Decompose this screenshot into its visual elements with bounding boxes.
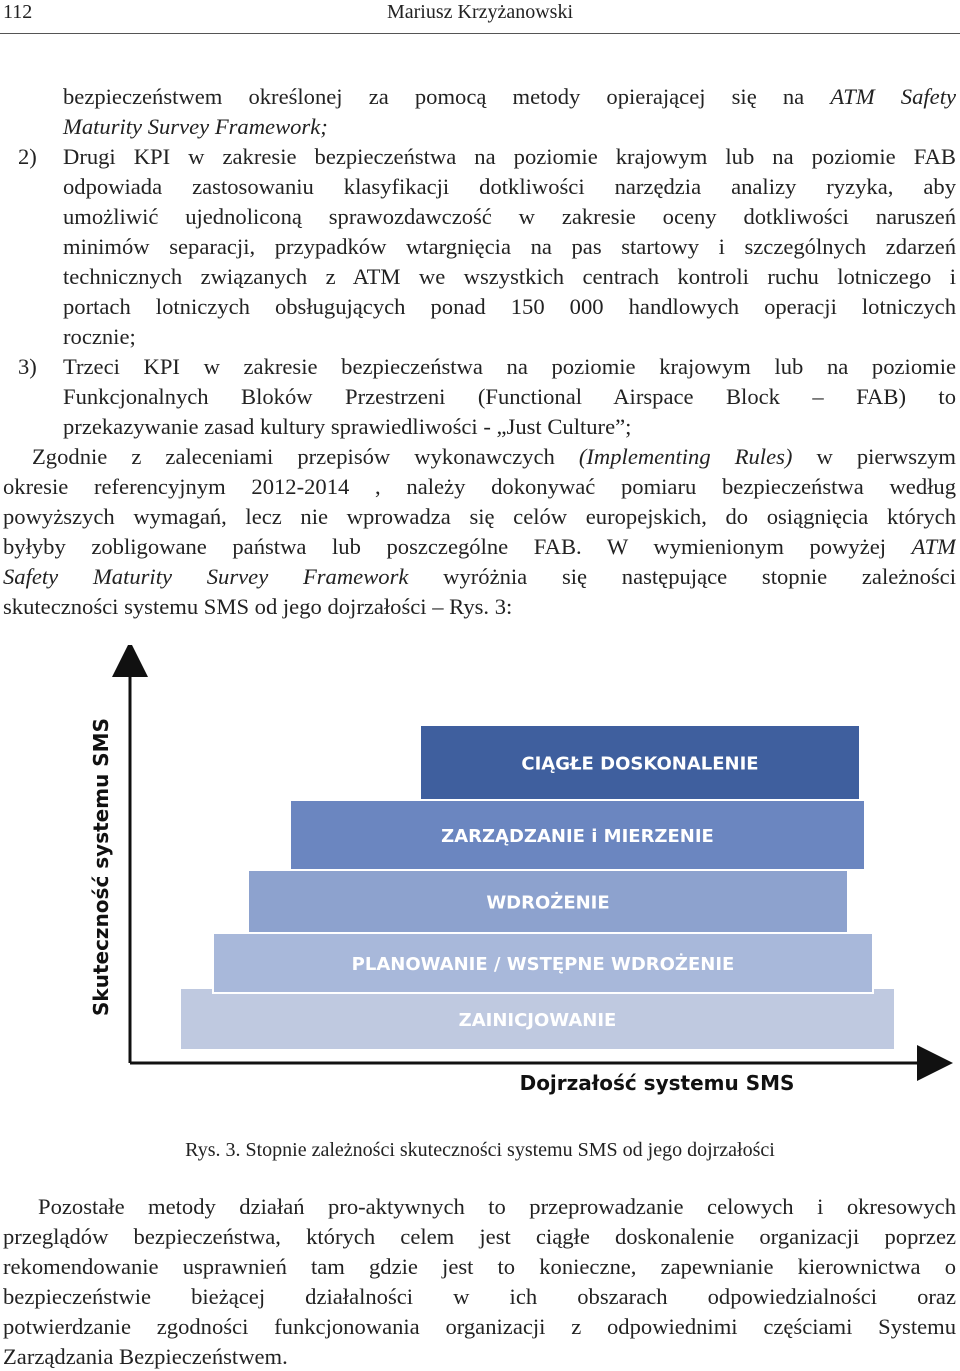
body-line: portach lotniczych obsługujących ponad 150 000 handlowych operacji lotniczych bbox=[63, 294, 956, 319]
body-line: minimów separacji, przypadków wtargnięcia na pas startowy i szczególnych zdarzeń bbox=[63, 234, 956, 259]
step-label: PLANOWANIE / WSTĘPNE WDROŻENIE bbox=[351, 954, 735, 975]
page-number: 112 bbox=[3, 1, 33, 23]
y-axis-label: Skuteczność systemu SMS bbox=[89, 718, 113, 1016]
body-line: Zgodnie z zaleceniami przepisów wykonawczych (Implementing Rules) w pierwszym bbox=[32, 444, 956, 469]
list-number: 3) bbox=[18, 354, 37, 379]
body-line: bezpieczeństwem określonej za pomocą metody opierającej się na ATM Safety bbox=[63, 84, 956, 109]
step-label: WDROŻENIE bbox=[486, 892, 610, 914]
body-line: byłyby zobligowane państwa lub poszczególne FAB. W wymienionym powyżej ATM bbox=[3, 534, 956, 559]
sms-maturity-figure bbox=[0, 645, 960, 1115]
staircase-diagram bbox=[0, 645, 960, 1115]
body-line: Pozostałe metody działań pro-aktywnych to przeprowadzanie celowych i okresowych bbox=[38, 1194, 956, 1219]
x-axis-label: Dojrzałość systemu SMS bbox=[519, 1071, 795, 1095]
figure-caption: Rys. 3. Stopnie zależności skuteczności systemu SMS od jego dojrzałości bbox=[185, 1139, 775, 1161]
body-line: Drugi KPI w zakresie bezpieczeństwa na poziomie krajowym lub na poziomie FAB bbox=[63, 144, 956, 169]
step-label: CIĄGŁE DOSKONALENIE bbox=[521, 753, 759, 775]
body-line: przekazywanie zasad kultury sprawiedliwości - „Just Culture”; bbox=[63, 414, 632, 439]
body-line: rekomendowanie usprawnień tam gdzie jest to konieczne, zapewnianie kierownictwa o bbox=[3, 1254, 956, 1279]
body-line: Maturity Survey Framework; bbox=[63, 114, 328, 139]
body-line: powyższych wymagań, lecz nie wprowadza się celów europejskich, do osiągnięcia których bbox=[3, 504, 956, 529]
body-line: Safety Maturity Survey Framework wyróżnia się następujące stopnie zależności bbox=[3, 564, 956, 589]
step-label: ZAINICJOWANIE bbox=[458, 1010, 617, 1031]
body-line: przeglądów bezpieczeństwa, których celem jest ciągłe doskonalenie organizacji poprzez bbox=[3, 1224, 956, 1249]
body-line: umożliwić ujednoliconą sprawozdawczość w zakresie oceny dotkliwości naruszeń bbox=[63, 204, 956, 229]
list-number: 2) bbox=[18, 144, 37, 169]
body-line: okresie referencyjnym 2012-2014 , należy dokonywać pomiaru bezpieczeństwa według bbox=[3, 474, 956, 499]
body-line: technicznych związanych z ATM we wszystkich centrach kontroli ruchu lotniczego i bbox=[63, 264, 956, 289]
body-line: rocznie; bbox=[63, 324, 136, 349]
body-line: potwierdzanie zgodności funkcjonowania organizacji z odpowiednimi częściami Systemu bbox=[3, 1314, 956, 1339]
step-label: ZARZĄDZANIE i MIERZENIE bbox=[441, 826, 714, 847]
body-line: odpowiada zastosowaniu klasyfikacji dotkliwości narzędzia analizy ryzyka, aby bbox=[63, 174, 956, 199]
body-line: Funkcjonalnych Bloków Przestrzeni (Functional Airspace Block – FAB) to bbox=[63, 384, 956, 409]
running-author: Mariusz Krzyżanowski bbox=[386, 1, 574, 23]
body-line: bezpieczeństwie bieżącej działalności w ich obszarach odpowiedzialności oraz bbox=[3, 1284, 956, 1309]
body-line: Trzeci KPI w zakresie bezpieczeństwa na poziomie krajowym lub na poziomie bbox=[63, 354, 956, 379]
body-line: Zarządzania Bezpieczeństwem. bbox=[3, 1344, 288, 1369]
body-line: skuteczności systemu SMS od jego dojrzałości – Rys. 3: bbox=[3, 594, 513, 619]
running-header bbox=[0, 0, 960, 34]
